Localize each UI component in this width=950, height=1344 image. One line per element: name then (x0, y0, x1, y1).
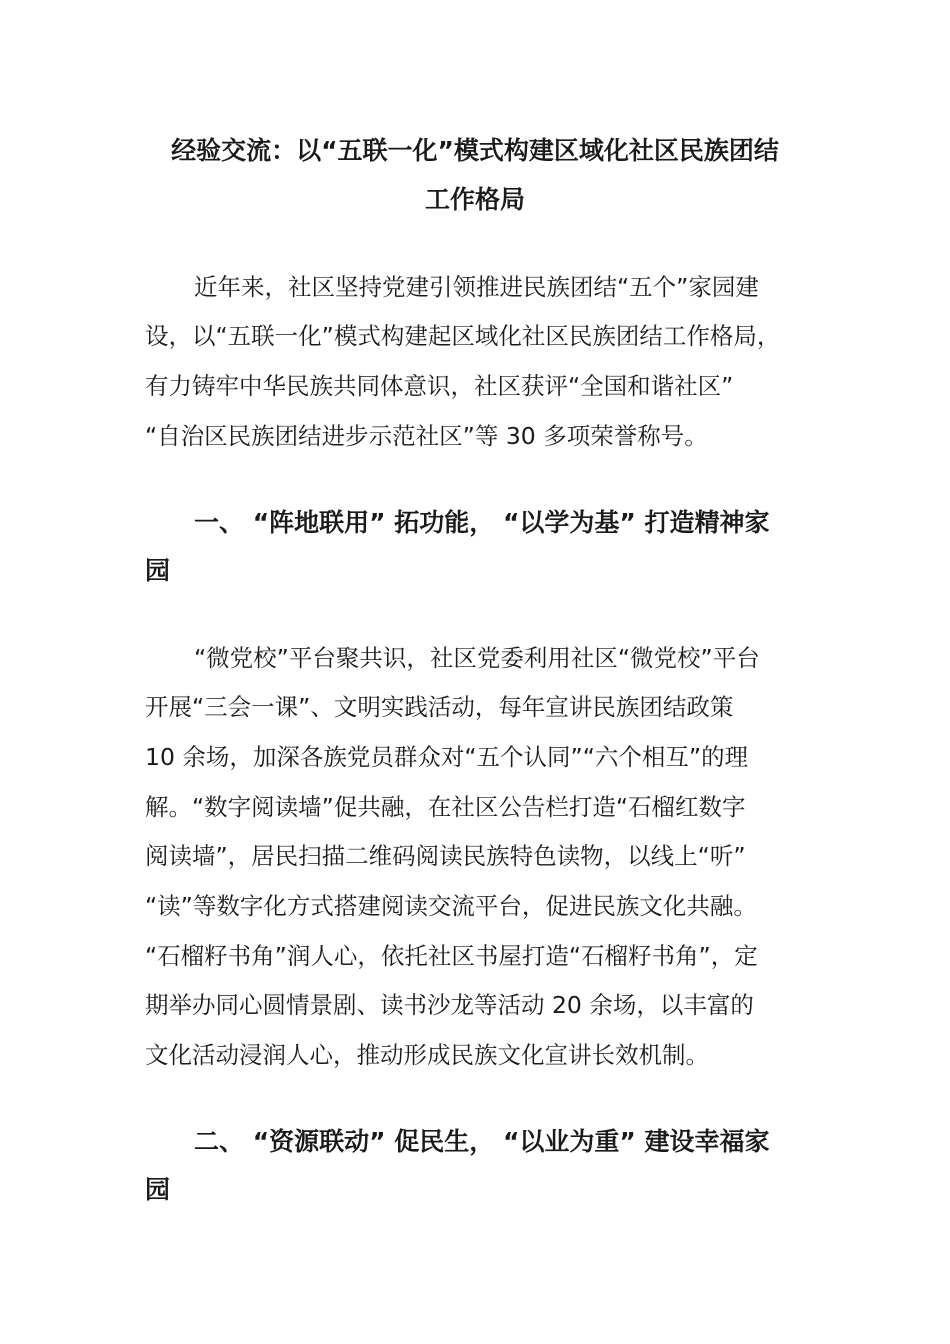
section-1-body-line-4: 解。“数字阅读墙”促共融，在社区公告栏打造“石榴红数字 (145, 793, 746, 821)
section-1-body-line-7: “石榴籽书角”润人心，依托社区书屋打造“石榴籽书角”，定 (145, 942, 758, 970)
intro-line-1: 近年来，社区坚持党建引领推进民族团结“五个”家园建 (194, 273, 759, 301)
section-2-heading-line-1: 二、 “资源联动” 促民生， “以业为重” 建设幸福家 (194, 1127, 770, 1156)
section-1-body-line-9: 文化活动浸润人心，推动形成民族文化宣讲长效机制。 (145, 1041, 709, 1069)
intro-line-2: 设，以“五联一化”模式构建起区域化社区民族团结工作格局， (145, 322, 781, 350)
document-title-line-1: 经验交流：以“五联一化”模式构建区域化社区民族团结 (171, 136, 779, 165)
section-1-body-line-6: “读”等数字化方式搭建阅读交流平台，促进民族文化共融。 (145, 892, 757, 920)
intro-line-4: “自治区民族团结进步示范社区”等 30 多项荣誉称号。 (145, 422, 708, 450)
section-2-heading-line-2: 园 (145, 1175, 171, 1204)
section-1-heading-line-1: 一、 “阵地联用” 拓功能， “以学为基” 打造精神家 (194, 508, 770, 537)
section-1-body-line-2: 开展“三会一课”、文明实践活动，每年宣讲民族团结政策 (145, 693, 734, 721)
section-1-body-line-5: 阅读墙”，居民扫描二维码阅读民族特色读物，以线上“听” (145, 842, 746, 870)
section-1-body-line-1: “微党校”平台聚共识，社区党委利用社区“微党校”平台 (194, 644, 760, 672)
section-1-body-line-3: 10 余场，加深各族党员群众对“五个认同”“六个相互”的理 (145, 743, 749, 771)
intro-line-3: 有力铸牢中华民族共同体意识，社区获评“全国和谐社区” (145, 372, 734, 400)
section-1-body-line-8: 期举办同心圆情景剧、读书沙龙等活动 20 余场，以丰富的 (145, 991, 754, 1019)
section-1-heading-line-2: 园 (145, 556, 171, 585)
document-title-line-2: 工作格局 (424, 185, 525, 214)
